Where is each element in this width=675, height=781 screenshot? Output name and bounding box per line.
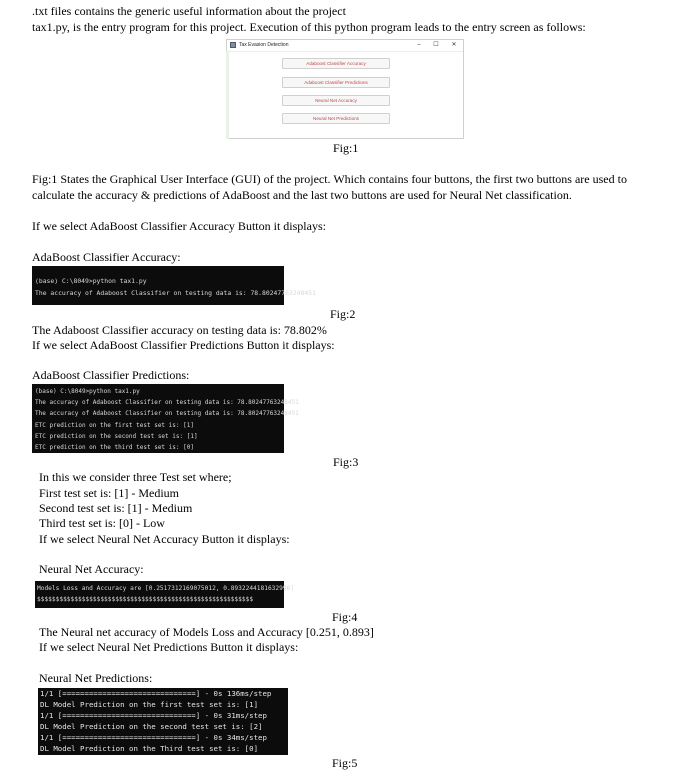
fig4-terminal <box>35 581 295 608</box>
terminal-line: (base) C:\8049>python tax1.py <box>35 277 147 285</box>
minimize-icon[interactable]: – <box>417 42 421 48</box>
terminal-line: 1/1 [==============================] - 0s 31ms/step <box>40 710 267 720</box>
window-title-bar <box>227 40 463 52</box>
adaboost-accuracy-heading: AdaBoost Classifier Accuracy: <box>32 250 181 264</box>
maximize-icon[interactable]: ☐ <box>433 42 439 48</box>
terminal-line: ETC prediction on the second test set is: [1] <box>35 432 198 440</box>
terminal-line: The accuracy of Adaboost Classifier on testing data is: 78.80247763248451 <box>35 410 299 418</box>
fig2-terminal <box>32 266 316 305</box>
terminal-line: (base) C:\8049>python tax1.py <box>35 388 140 395</box>
terminal-line: The accuracy of Adaboost Classifier on testing data is: 78.80247763248451 <box>35 289 316 297</box>
intro-line-1: .txt files contains the generic useful information about the project <box>32 4 346 18</box>
terminal-line: DL Model Prediction on the first test set is: [1] <box>40 699 259 709</box>
terminal-line: The accuracy of Adaboost Classifier on testing data is: 78.80247763248451 <box>35 399 299 407</box>
gui-window <box>226 39 464 139</box>
fig2-caption: Fig:2 <box>330 307 356 321</box>
close-icon[interactable]: ✕ <box>451 42 457 48</box>
neural-net-predictions-button[interactable]: Neural Net Predictions <box>282 113 390 124</box>
testset-2: Second test set is: [1] - Medium <box>39 501 193 515</box>
window-title: Tax Evasion Detection <box>239 42 289 48</box>
testset-3: Third test set is: [0] - Low <box>39 516 165 530</box>
terminal-line: Models Loss and Accuracy are [0.2517312169075012, 0.8932244181632996] <box>37 585 295 592</box>
terminal-line: $$$$$$$$$$$$$$$$$$$$$$$$$$$$$$$$$$$$$$$$$$$$$$$$$$$$$$$$$$ <box>37 596 254 603</box>
fig5-caption: Fig:5 <box>332 756 358 770</box>
neural-net-predictions-heading: Neural Net Predictions: <box>39 671 153 685</box>
terminal-line: ETC prediction on the first test set is: [1] <box>35 421 194 429</box>
terminal-line: ETC prediction on the third test set is: [0] <box>35 444 194 452</box>
terminal-line: DL Model Prediction on the second test set is: [2] <box>40 721 263 731</box>
fig3-terminal <box>32 384 299 453</box>
adaboost-predictions-button[interactable]: Adaboost Classifier Predictions <box>282 77 390 88</box>
adaboost-predictions-heading: AdaBoost Classifier Predictions: <box>32 368 190 382</box>
neural-net-accuracy-result: The Neural net accuracy of Models Loss and Accuracy [0.251, 0.893] <box>39 625 374 639</box>
select-adaboost-accuracy-text: If we select AdaBoost Classifier Accuracy Button it displays: <box>32 219 326 233</box>
window-side-strip <box>226 51 229 139</box>
fig1-description-line-1: Fig:1 States the Graphical User Interface (GUI) of the project. Which contains four buttons, the first two buttons are used to <box>32 172 627 186</box>
select-neural-net-accuracy-text: If we select Neural Net Accuracy Button it displays: <box>39 532 290 546</box>
app-icon <box>230 42 236 48</box>
intro-line-2: tax1.py, is the entry program for this project. Execution of this python program leads to the entry screen as follows: <box>32 20 586 34</box>
terminal-line: DL Model Prediction on the Third test set is: [0] <box>40 743 259 753</box>
select-adaboost-predictions-text: If we select AdaBoost Classifier Predictions Button it displays: <box>32 338 335 352</box>
neural-net-accuracy-heading: Neural Net Accuracy: <box>39 562 144 576</box>
terminal-line: 1/1 [==============================] - 0s 34ms/step <box>40 732 267 742</box>
testset-1: First test set is: [1] - Medium <box>39 486 179 500</box>
adaboost-accuracy-button[interactable]: Adaboost Classifier Accuracy <box>282 58 390 69</box>
adaboost-accuracy-result: The Adaboost Classifier accuracy on testing data is: 78.802% <box>32 323 327 337</box>
fig1-caption: Fig:1 <box>333 141 359 155</box>
terminal-line: 1/1 [==============================] - 0s 136ms/step <box>40 689 272 698</box>
fig5-terminal <box>38 688 288 755</box>
select-neural-net-predictions-text: If we select Neural Net Predictions Button it displays: <box>39 640 299 654</box>
testset-intro: In this we consider three Test set where; <box>39 470 232 484</box>
neural-net-accuracy-button[interactable]: Neural Net Accuracy <box>282 95 390 106</box>
fig4-caption: Fig:4 <box>332 610 358 624</box>
fig3-caption: Fig:3 <box>333 455 359 469</box>
fig1-description-line-2: calculate the accuracy & predictions of AdaBoost and the last two buttons are used for Neural Net classification. <box>32 188 572 202</box>
